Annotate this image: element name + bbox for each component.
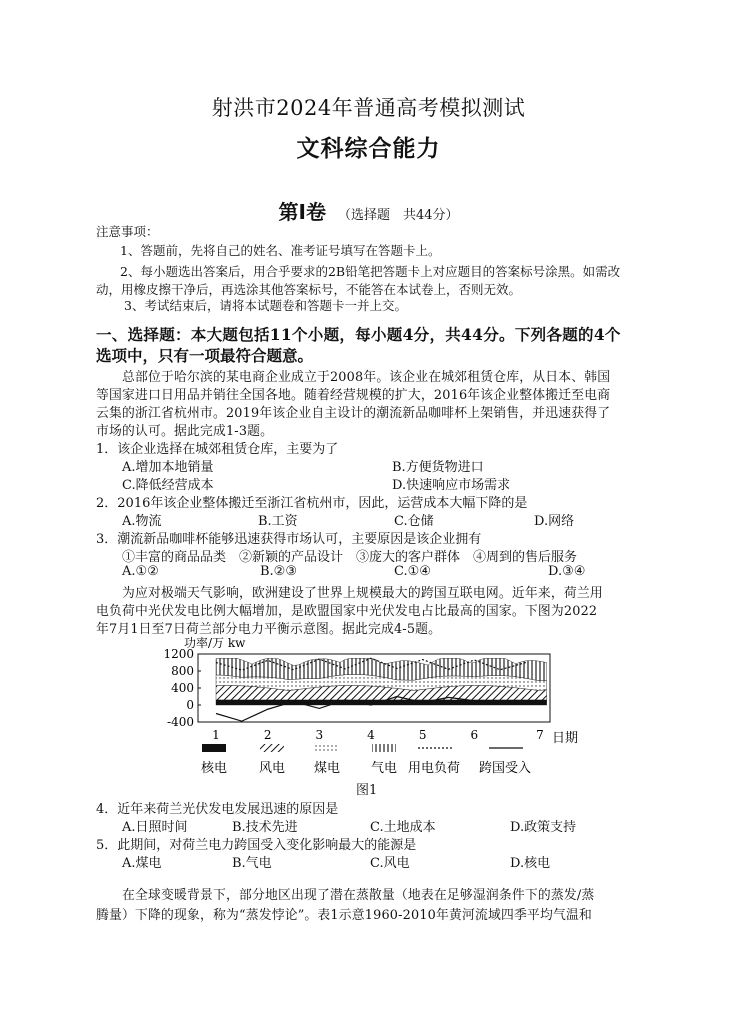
- y-tick-label: 400: [171, 681, 194, 695]
- section-heading-cont: 选项中，只有一项最符合题意。: [96, 346, 314, 365]
- question-1-stem: 1．该企业选择在城郊租赁仓库，主要为了: [96, 442, 339, 457]
- question-3-stem: 3．潮流新品咖啡杯能够迅速获得市场认可，主要原因是该企业拥有: [96, 532, 482, 547]
- passage-1-line-2: 等国家进口日用品并销往全国各地。随着经营规模的扩大，2016年该企业整体搬迁至电商: [96, 388, 611, 403]
- q5-option-d[interactable]: D.核电: [510, 856, 551, 871]
- x-tick-label: 2: [263, 728, 272, 742]
- passage-1-line-1: 总部位于哈尔滨的某电商企业成立于2008年。该企业在城郊租赁仓库，从日本、韩国: [122, 370, 611, 385]
- volume-note: （选择题 共44分）: [337, 208, 459, 223]
- notes-heading: 注意事项：: [96, 224, 159, 239]
- y-tick-label: 800: [171, 664, 194, 678]
- note-item-2: 2、每小题选出答案后，用合乎要求的2B铅笔把答题卡上对应题目的答案标号涂黑。如需改: [120, 264, 621, 279]
- legend-label: 核电: [200, 761, 228, 776]
- question-4-stem: 4．近年来荷兰光伏发电发展迅速的原因是: [96, 802, 339, 817]
- note-item-1: 1、答题前，先将自己的姓名、准考证号填写在答题卡上。: [120, 243, 441, 258]
- legend-label: 风电: [258, 761, 286, 776]
- x-axis-label: 日期: [552, 731, 579, 746]
- legend-label: 煤电: [313, 761, 341, 776]
- q4-option-c[interactable]: C.土地成本: [370, 820, 436, 835]
- legend-label: 用电负荷: [407, 761, 461, 776]
- passage-2-line-3: 年7月1日至7日荷兰部分电力平衡示意图。据此完成4-5题。: [96, 622, 442, 637]
- q3-option-b[interactable]: B.②③: [260, 564, 297, 579]
- section-heading: 一、选择题：本大题包括11个小题，每小题4分，共44分。下列各题的4个: [96, 325, 621, 344]
- x-tick-label: 3: [315, 728, 324, 742]
- volume-label: 第Ⅰ卷: [278, 200, 326, 224]
- exam-title: 射洪市2024年普通高考模拟测试: [211, 96, 526, 120]
- question-2-stem: 2．2016年该企业整体搬迁至浙江省杭州市，因此，运营成本大幅下降的是: [96, 496, 528, 511]
- q5-option-b[interactable]: B.气电: [232, 856, 272, 871]
- x-tick-label: 1: [212, 728, 220, 742]
- q2-option-a[interactable]: A.物流: [122, 514, 162, 529]
- y-axis-label: 功率/万 kw: [184, 636, 246, 650]
- q3-option-d[interactable]: D.③④: [548, 564, 586, 579]
- legend-label: 气电: [370, 761, 398, 776]
- q3-option-a[interactable]: A.①②: [122, 564, 159, 579]
- q5-option-a[interactable]: A.煤电: [122, 856, 162, 871]
- q1-option-d[interactable]: D.快速响应市场需求: [392, 478, 511, 493]
- q3-option-c[interactable]: C.①④: [394, 564, 431, 579]
- q5-option-c[interactable]: C.风电: [370, 856, 410, 871]
- x-tick-label: 4: [367, 728, 375, 742]
- x-tick-label: 7: [536, 728, 544, 742]
- x-tick-label: 6: [470, 728, 479, 742]
- passage-3-line-1: 在全球变暖背景下，部分地区出现了潜在蒸散量（地表在足够湿润条件下的蒸发/蒸: [122, 888, 595, 903]
- y-tick-label: -400: [167, 715, 194, 729]
- y-tick-label: 0: [186, 698, 194, 712]
- q4-option-a[interactable]: A.日照时间: [122, 820, 188, 835]
- figure-caption: 图1: [356, 783, 378, 798]
- passage-3-line-2: 腾量）下降的现象，称为“蒸发悖论”。表1示意1960-2010年黄河流域四季平均气温和: [96, 908, 592, 923]
- legend-swatch: [202, 744, 226, 752]
- q2-option-c[interactable]: C.仓储: [394, 514, 434, 529]
- passage-1-line-3: 云集的浙江省杭州市。2019年该企业自主设计的潮流新品咖啡杯上架销售，并迅速获得了: [96, 406, 611, 421]
- q1-option-c[interactable]: C.降低经营成本: [122, 478, 214, 493]
- volume-heading: [0, 196, 737, 225]
- y-tick-label: 1200: [163, 647, 194, 661]
- q4-option-b[interactable]: B.技术先进: [232, 820, 298, 835]
- x-tick-label: 5: [418, 728, 427, 742]
- q2-option-b[interactable]: B.工资: [258, 514, 298, 529]
- legend-swatch: [372, 744, 396, 752]
- q1-option-a[interactable]: A.增加本地销量: [122, 460, 214, 475]
- exam-subject: 文科综合能力: [296, 135, 441, 162]
- legend-swatch: [260, 744, 284, 752]
- q3-statements: ①丰富的商品品类 ②新颖的产品设计 ③庞大的客户群体 ④周到的售后服务: [122, 550, 578, 565]
- question-5-stem: 5．此期间，对荷兰电力跨国受入变化影响最大的能源是: [96, 838, 417, 853]
- legend-label: 跨国受入: [478, 761, 532, 776]
- legend-swatch: [315, 744, 339, 752]
- note-item-3: 3、考试结束后，请将本试题卷和答题卡一并上交。: [124, 298, 407, 313]
- q1-option-b[interactable]: B.方便货物进口: [392, 460, 484, 475]
- note-item-2-cont: 动，用橡皮擦干净后，再选涂其他答案标号，不能答在本试卷上，否则无效。: [96, 282, 522, 297]
- passage-2-line-1: 为应对极端天气影响，欧洲建设了世界上规模最大的跨国互联电网。近年来，荷兰用: [122, 586, 603, 601]
- passage-1-line-4: 市场的认可。据此完成1-3题。: [96, 424, 274, 439]
- q4-option-d[interactable]: D.政策支持: [510, 820, 577, 835]
- passage-2-line-2: 电负荷中光伏发电比例大幅增加，是欧盟国家中光伏发电占比最高的国家。下图为2022: [96, 604, 598, 619]
- q2-option-d[interactable]: D.网络: [534, 514, 575, 529]
